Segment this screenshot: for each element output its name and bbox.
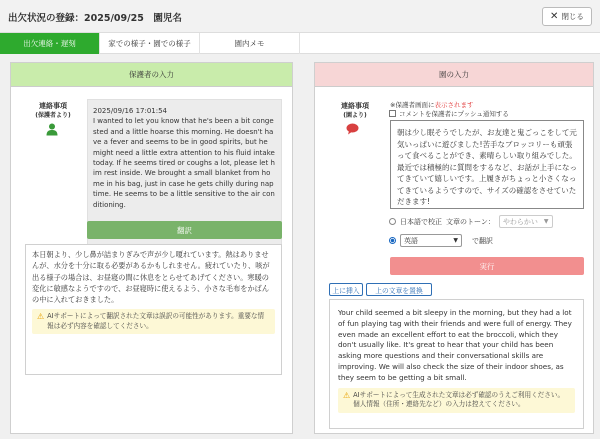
language-select[interactable]	[400, 234, 462, 247]
proofread-radio[interactable]	[389, 218, 396, 225]
school-warning	[338, 388, 575, 413]
tone-select[interactable]	[499, 215, 553, 228]
tab-home-school-condition[interactable]: 家での様子・園での様子	[100, 33, 200, 54]
chevron-down-icon: ▼	[543, 218, 549, 225]
guardian-translation-box	[25, 244, 282, 375]
guardian-contact-label	[23, 101, 83, 121]
guardian-contact-title: 連絡事項	[39, 102, 67, 110]
title-bar	[0, 0, 600, 33]
page-title: 出欠状況の登録：2025/09/25 園児名	[8, 13, 182, 24]
chevron-down-icon: ▼	[453, 237, 458, 244]
translate-button[interactable]: 翻訳	[87, 221, 282, 239]
school-panel	[314, 62, 594, 434]
school-contact-title: 連絡事項	[341, 102, 369, 110]
close-label: 閉じる	[561, 12, 584, 21]
translate-suffix: で翻訳	[472, 236, 493, 245]
school-contact-label	[325, 101, 385, 121]
person-icon	[46, 123, 58, 136]
display-note	[390, 100, 473, 109]
tab-internal-memo[interactable]: 園内メモ	[200, 33, 300, 54]
push-notify-row	[389, 109, 509, 118]
guardian-warning	[32, 309, 275, 334]
insert-above-button[interactable]: 上に挿入	[329, 283, 363, 296]
school-comment-textarea[interactable]: 朝は少し眠そうでしたが、お友達と鬼ごっこをして元気いっぱいに遊びました!苦手なブロッコリーも頑張って食べることができ、素晴らしい取り組みでした。最近では積極的に質問をするなど、お話が上手になってきていて嬉しいです。上履きがちょっと小さくなってきているようですので、サイズの確認をさせていただきます!	[390, 120, 584, 209]
school-panel-heading: 園の入力	[315, 63, 593, 87]
language-select-value: 英語	[404, 236, 418, 245]
display-note-red: 表示されます	[434, 101, 474, 109]
translate-row	[389, 234, 493, 247]
proofread-row	[389, 215, 553, 228]
school-translation-text: Your child seemed a bit sleepy in the morning, but they had a lot of fun playing tag with their friends and were full of energy. They even made an excellent effort to eat the broccoli, which they don't usually like. It's great to hear that your child has been asking more questions and their conversational skills are improving. We will also check the size of their indoor shoes, as they seem to be getting a bit small.	[338, 308, 572, 382]
proofread-label: 日本語で校正	[400, 217, 442, 226]
tone-label: 文章のトーン：	[446, 217, 495, 226]
tab-attendance[interactable]: 出欠連絡・遅刻	[0, 33, 100, 54]
guardian-translation-text: 本日朝より、少し鼻が詰まりぎみで声が少し嗄れています。熱はありませんが、水分を十分に取る必要があるかもしれません。疲れていたり、咳が出る様子の場合は、お昼寝の間に休息をとらせてあげてください。寒暖の変化に敏感なようですので、お昼寝時に使えるよう、小さな毛布をかばんの中に入れておきました。	[32, 250, 270, 305]
tone-select-value: やわらかい	[502, 217, 538, 226]
warning-icon: ⚠	[37, 312, 45, 322]
guardian-contact-sub: (保護者より)	[35, 112, 71, 119]
close-button[interactable]	[542, 7, 592, 26]
run-button[interactable]: 実行	[390, 257, 584, 275]
replace-above-button[interactable]: 上の文章を置換	[366, 283, 432, 296]
tab-bar	[0, 33, 600, 54]
display-note-prefix: ※保護者画面に	[390, 101, 435, 109]
close-icon: ✕	[550, 10, 559, 22]
guardian-panel	[10, 62, 293, 434]
school-warning-text: AIサポートによって生成された文章は必ず確認のうえご利用ください。個人情報（住所・連絡先など）の入力は控えてください。	[353, 390, 565, 409]
school-contact-sub: (園より)	[343, 112, 367, 119]
speech-bubble-icon	[346, 123, 359, 135]
guardian-message-text: I wanted to let you know that he's been a bit congested and a little hoarse this morning. He doesn't have a fever and seems to be in good spirits, but he might need a little extra attention to his fluid intake today. If he seems tired or coughs a lot, please let him rest inside. We brought a small blanket from home in his bag, just in case he gets chilly during nap time. He seems to be a little sensitive to the air conditioning.	[93, 117, 275, 209]
guardian-warning-text: AIサポートによって翻訳された文章は誤訳の可能性があります。重要な情報は必ず内容を確認してください。	[47, 312, 265, 330]
guardian-panel-heading: 保護者の入力	[11, 63, 292, 87]
guardian-message-date: 2025/09/16 17:01:54	[93, 107, 168, 115]
translate-radio[interactable]	[389, 237, 396, 244]
school-translation-box	[329, 299, 584, 429]
warning-icon: ⚠	[343, 390, 351, 400]
push-notify-label: コメントを保護者にプッシュ通知する	[399, 110, 509, 118]
push-notify-checkbox[interactable]	[389, 110, 396, 117]
